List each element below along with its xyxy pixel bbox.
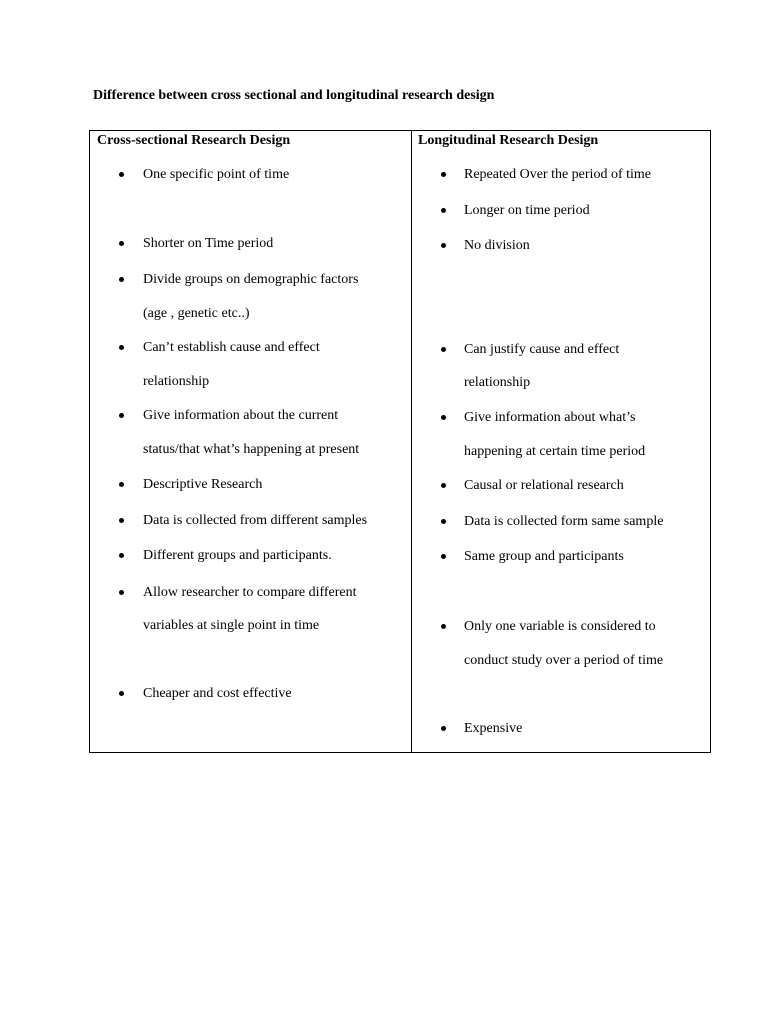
- item-text: Only one variable is considered to: [464, 619, 656, 634]
- item-text: No division: [464, 238, 530, 253]
- item-text: Causal or relational research: [464, 478, 624, 493]
- item-text: Give information about what’s: [464, 410, 636, 425]
- bullet-icon: [119, 413, 124, 418]
- item-text: Cheaper and cost effective: [143, 686, 292, 701]
- item-text: conduct study over a period of time: [464, 653, 664, 668]
- bullet-icon: [119, 518, 124, 523]
- item-text: happening at certain time period: [464, 444, 646, 459]
- bullet-icon: [441, 415, 446, 420]
- bullet-icon: [441, 483, 446, 488]
- item-text: Can’t establish cause and effect: [143, 340, 320, 355]
- bullet-icon: [119, 277, 124, 282]
- comparison-table: [89, 130, 711, 753]
- item-text: Different groups and participants.: [143, 548, 332, 563]
- item-text: Same group and participants: [464, 549, 624, 564]
- bullet-icon: [441, 624, 446, 629]
- bullet-icon: [441, 519, 446, 524]
- item-text: Descriptive Research: [143, 477, 263, 492]
- bullet-icon: [441, 172, 446, 177]
- bullet-icon: [119, 172, 124, 177]
- item-text: Give information about the current: [143, 408, 339, 423]
- item-text: Data is collected form same sample: [464, 514, 664, 529]
- item-text: status/that what’s happening at present: [143, 442, 360, 457]
- item-text: relationship: [464, 375, 531, 390]
- bullet-icon: [119, 241, 124, 246]
- bullet-icon: [441, 208, 446, 213]
- bullet-icon: [119, 482, 124, 487]
- item-text: Can justify cause and effect: [464, 342, 620, 357]
- bullet-icon: [119, 691, 124, 696]
- bullet-icon: [119, 590, 124, 595]
- item-text: Repeated Over the period of time: [464, 167, 651, 182]
- bullet-icon: [441, 726, 446, 731]
- item-text: Divide groups on demographic factors: [143, 272, 359, 287]
- item-text: Allow researcher to compare different: [143, 585, 357, 600]
- item-text: One specific point of time: [143, 167, 290, 182]
- item-text: Longer on time period: [464, 203, 590, 218]
- longitudinal-header: Longitudinal Research Design: [418, 133, 599, 148]
- item-text: (age , genetic etc..): [143, 306, 250, 321]
- bullet-icon: [441, 243, 446, 248]
- bullet-icon: [119, 553, 124, 558]
- cross-sectional-header: Cross-sectional Research Design: [97, 133, 291, 148]
- item-text: Expensive: [464, 721, 523, 736]
- item-text: variables at single point in time: [143, 618, 320, 633]
- item-text: relationship: [143, 374, 210, 389]
- item-text: Shorter on Time period: [143, 236, 274, 251]
- column-divider: [411, 131, 412, 752]
- bullet-icon: [119, 345, 124, 350]
- item-text: Data is collected from different samples: [143, 513, 368, 528]
- page-title: Difference between cross sectional and longitudinal research design: [93, 88, 495, 103]
- bullet-icon: [441, 554, 446, 559]
- bullet-icon: [441, 347, 446, 352]
